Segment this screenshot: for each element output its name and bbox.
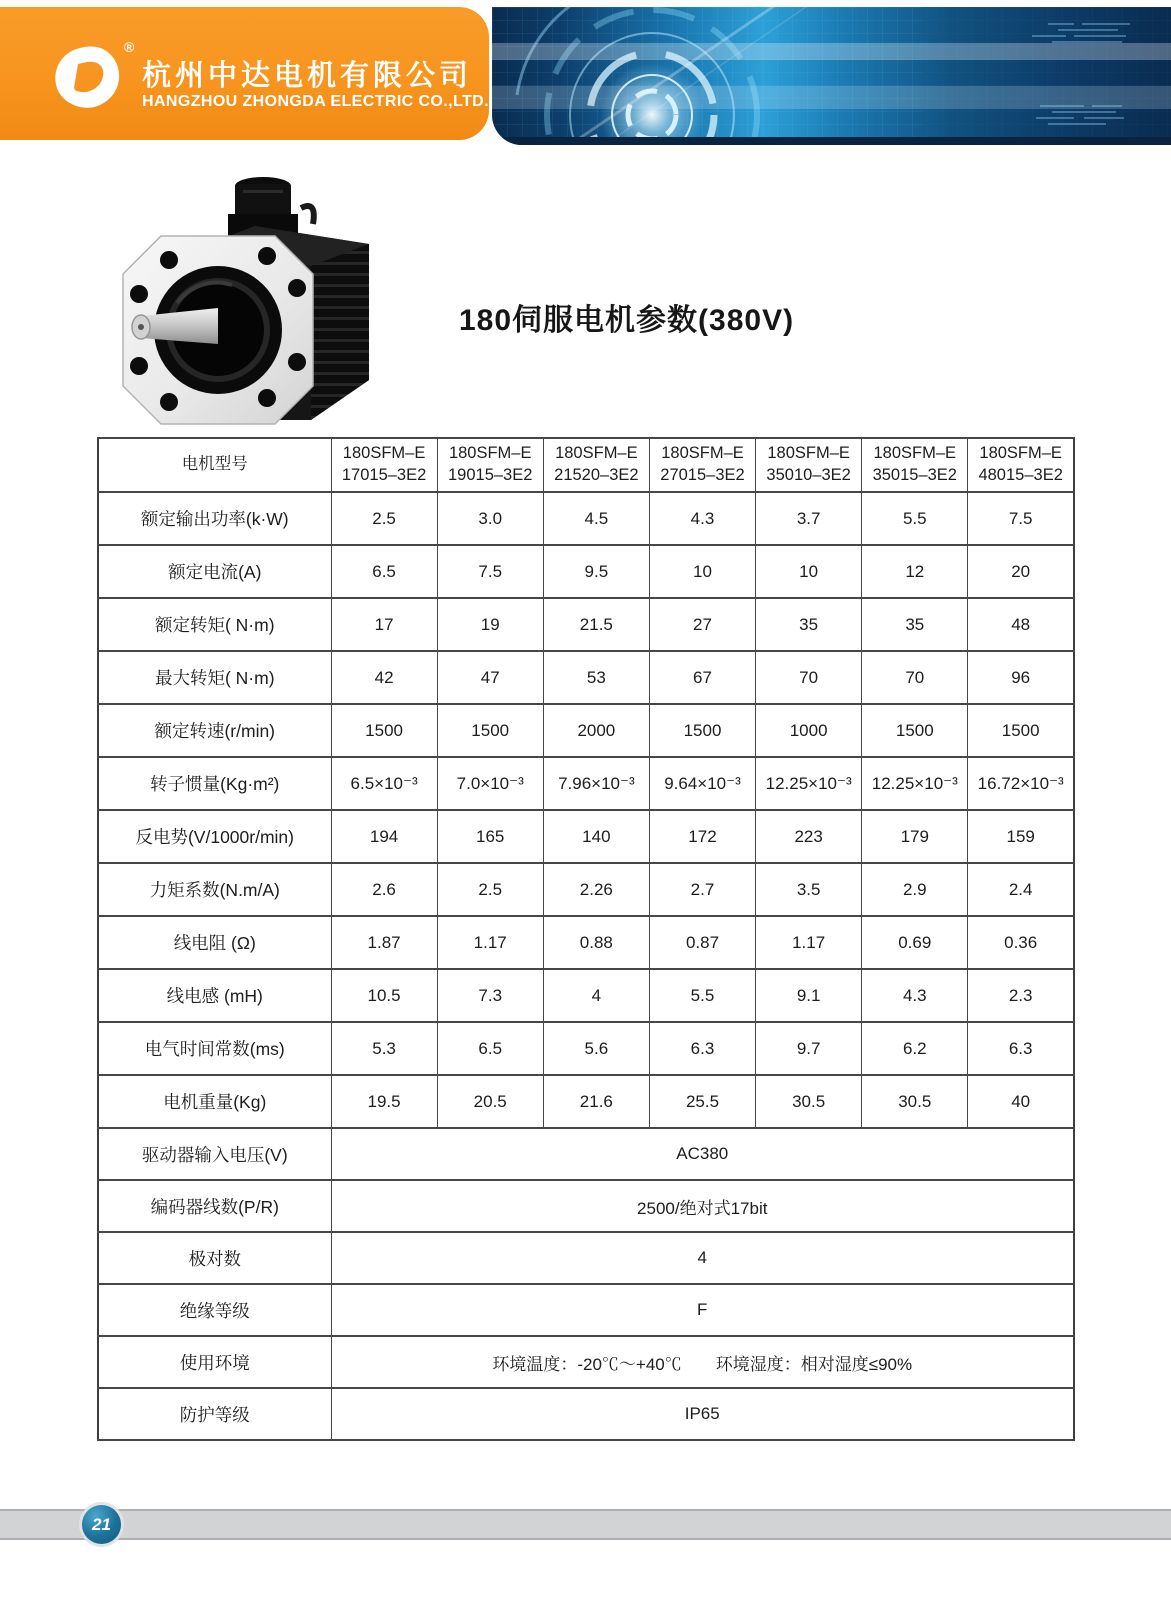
table-span-row	[98, 1336, 1074, 1388]
table-cell: 3.5	[756, 863, 862, 916]
table-cell: 35	[862, 598, 968, 651]
table-cell: 194	[331, 810, 437, 863]
model-series: 180SFM–E	[979, 444, 1062, 463]
row-label: 防护等级	[98, 1388, 331, 1440]
company-name-cn: 杭州中达电机有限公司	[142, 60, 473, 92]
row-label: 力矩系数(N.m/A)	[98, 863, 331, 916]
model-code: 35010–3E2	[766, 466, 851, 484]
table-cell: 9.7	[756, 1022, 862, 1075]
table-cell: 9.64×10⁻³	[649, 757, 755, 810]
banner-graphic	[492, 7, 1171, 145]
model-series: 180SFM–E	[873, 444, 957, 463]
table-cell: 7.0×10⁻³	[437, 757, 543, 810]
table-cell: 4.5	[543, 492, 649, 545]
table-cell: 9.5	[543, 545, 649, 598]
table-cell: 19	[437, 598, 543, 651]
table-cell: 7.5	[968, 492, 1074, 545]
row-label: 电气时间常数(ms)	[98, 1022, 331, 1075]
table-cell: 40	[968, 1075, 1074, 1128]
model-header	[862, 438, 968, 492]
table-cell: 1500	[968, 704, 1074, 757]
model-series: 180SFM–E	[342, 444, 426, 463]
table-cell: 2.7	[649, 863, 755, 916]
model-header	[437, 438, 543, 492]
table-cell: 2.9	[862, 863, 968, 916]
table-cell: 16.72×10⁻³	[968, 757, 1074, 810]
table-row	[98, 916, 1074, 969]
table-cell: 5.3	[331, 1022, 437, 1075]
table-cell: 6.5×10⁻³	[331, 757, 437, 810]
table-cell: 3.7	[756, 492, 862, 545]
table-cell: 1.17	[756, 916, 862, 969]
table-cell: 1000	[756, 704, 862, 757]
row-label: 额定电流(A)	[98, 545, 331, 598]
table-cell: 1500	[862, 704, 968, 757]
table-cell: 20.5	[437, 1075, 543, 1128]
page-number-badge	[82, 1505, 121, 1544]
table-cell: 30.5	[756, 1075, 862, 1128]
table-cell: 1.17	[437, 916, 543, 969]
table-cell: 7.96×10⁻³	[543, 757, 649, 810]
table-cell: 7.3	[437, 969, 543, 1022]
table-row	[98, 598, 1074, 651]
model-header	[331, 438, 437, 492]
table-cell: 5.5	[862, 492, 968, 545]
span-value-cell: IP65	[331, 1388, 1074, 1440]
table-cell: 140	[543, 810, 649, 863]
table-cell: 1.87	[331, 916, 437, 969]
table-cell: 5.5	[649, 969, 755, 1022]
registered-trademark: ®	[124, 39, 135, 55]
footer-bar	[0, 1509, 1171, 1540]
table-cell: 165	[437, 810, 543, 863]
row-label: 最大转矩( N·m)	[98, 651, 331, 704]
table-span-row	[98, 1232, 1074, 1284]
table-cell: 2.6	[331, 863, 437, 916]
model-code: 19015–3E2	[448, 466, 533, 484]
row-label: 额定转矩( N·m)	[98, 598, 331, 651]
table-cell: 179	[862, 810, 968, 863]
span-value-cell: 环境温度：-20℃～+40℃ 环境湿度：相对湿度≤90%	[331, 1336, 1074, 1388]
table-span-row	[98, 1180, 1074, 1232]
table-span-row	[98, 1128, 1074, 1180]
table-cell: 2.5	[331, 492, 437, 545]
table-cell: 42	[331, 651, 437, 704]
table-cell: 6.3	[968, 1022, 1074, 1075]
corner-cell: 电机型号	[98, 438, 331, 492]
table-cell: 96	[968, 651, 1074, 704]
table-cell: 12.25×10⁻³	[756, 757, 862, 810]
table-row	[98, 863, 1074, 916]
model-header	[543, 438, 649, 492]
model-code: 27015–3E2	[660, 466, 745, 484]
table-span-row	[98, 1388, 1074, 1440]
table-cell: 12.25×10⁻³	[862, 757, 968, 810]
table-cell: 2.26	[543, 863, 649, 916]
table-cell: 4.3	[862, 969, 968, 1022]
header-brand-block	[0, 7, 489, 140]
table-cell: 70	[862, 651, 968, 704]
model-series: 180SFM–E	[767, 444, 850, 463]
table-row	[98, 810, 1074, 863]
model-code: 35015–3E2	[872, 466, 957, 484]
table-cell: 0.88	[543, 916, 649, 969]
table-span-row	[98, 1284, 1074, 1336]
table-row	[98, 545, 1074, 598]
model-code: 17015–3E2	[341, 466, 427, 484]
span-value-cell: AC380	[331, 1128, 1074, 1180]
company-logo-icon	[50, 43, 124, 117]
table-cell: 1500	[331, 704, 437, 757]
servo-motor-photo	[105, 168, 405, 426]
model-series: 180SFM–E	[555, 444, 638, 463]
row-label: 转子惯量(Kg·m²)	[98, 757, 331, 810]
table-cell: 67	[649, 651, 755, 704]
company-name-en: HANGZHOU ZHONGDA ELECTRIC CO.,LTD.	[142, 93, 489, 110]
model-code: 48015–3E2	[978, 466, 1063, 484]
table-cell: 53	[543, 651, 649, 704]
row-label: 电机重量(Kg)	[98, 1075, 331, 1128]
row-label: 编码器线数(P/R)	[98, 1180, 331, 1232]
table-cell: 12	[862, 545, 968, 598]
table-cell: 6.2	[862, 1022, 968, 1075]
table-row	[98, 1075, 1074, 1128]
page-title: 180伺服电机参数(380V)	[459, 304, 795, 337]
table-row	[98, 757, 1074, 810]
span-value-cell: 2500/绝对式17bit	[331, 1180, 1074, 1232]
table-cell: 223	[756, 810, 862, 863]
table-cell: 1500	[649, 704, 755, 757]
row-label: 线电阻 (Ω)	[98, 916, 331, 969]
row-label: 使用环境	[98, 1336, 331, 1388]
table-row	[98, 651, 1074, 704]
tech-banner-image	[492, 7, 1171, 145]
row-label: 绝缘等级	[98, 1284, 331, 1336]
table-cell: 20	[968, 545, 1074, 598]
row-label: 驱动器输入电压(V)	[98, 1128, 331, 1180]
row-label: 反电势(V/1000r/min)	[98, 810, 331, 863]
table-cell: 19.5	[331, 1075, 437, 1128]
span-value-cell: F	[331, 1284, 1074, 1336]
table-cell: 10	[756, 545, 862, 598]
table-cell: 4.3	[649, 492, 755, 545]
table-cell: 2.5	[437, 863, 543, 916]
row-label: 线电感 (mH)	[98, 969, 331, 1022]
table-cell: 10.5	[331, 969, 437, 1022]
table-cell: 2000	[543, 704, 649, 757]
model-header	[649, 438, 755, 492]
table-cell: 5.6	[543, 1022, 649, 1075]
model-series: 180SFM–E	[661, 444, 744, 463]
row-label: 极对数	[98, 1232, 331, 1284]
table-cell: 172	[649, 810, 755, 863]
page-number: 21	[92, 1514, 111, 1534]
table-cell: 70	[756, 651, 862, 704]
table-cell: 6.5	[331, 545, 437, 598]
model-code: 21520–3E2	[554, 466, 639, 484]
table-cell: 2.4	[968, 863, 1074, 916]
table-cell: 21.5	[543, 598, 649, 651]
table-cell: 10	[649, 545, 755, 598]
table-cell: 6.5	[437, 1022, 543, 1075]
table-cell: 0.69	[862, 916, 968, 969]
row-label: 额定转速(r/min)	[98, 704, 331, 757]
model-header-row	[98, 438, 1074, 492]
table-cell: 6.3	[649, 1022, 755, 1075]
table-row	[98, 704, 1074, 757]
table-cell: 0.36	[968, 916, 1074, 969]
table-row	[98, 969, 1074, 1022]
table-cell: 7.5	[437, 545, 543, 598]
table-cell: 47	[437, 651, 543, 704]
table-cell: 9.1	[756, 969, 862, 1022]
table-cell: 21.6	[543, 1075, 649, 1128]
model-header	[756, 438, 862, 492]
table-cell: 159	[968, 810, 1074, 863]
table-cell: 25.5	[649, 1075, 755, 1128]
table-row	[98, 492, 1074, 545]
table-cell: 17	[331, 598, 437, 651]
table-cell: 27	[649, 598, 755, 651]
model-header	[968, 438, 1074, 492]
table-cell: 0.87	[649, 916, 755, 969]
table-cell: 35	[756, 598, 862, 651]
span-value-cell: 4	[331, 1232, 1074, 1284]
table-cell: 1500	[437, 704, 543, 757]
table-row	[98, 1022, 1074, 1075]
row-label: 额定输出功率(k·W)	[98, 492, 331, 545]
table-cell: 3.0	[437, 492, 543, 545]
table-cell: 2.3	[968, 969, 1074, 1022]
table-cell: 30.5	[862, 1075, 968, 1128]
model-series: 180SFM–E	[448, 444, 532, 463]
table-cell: 4	[543, 969, 649, 1022]
table-cell: 48	[968, 598, 1074, 651]
spec-table	[97, 437, 1075, 1441]
